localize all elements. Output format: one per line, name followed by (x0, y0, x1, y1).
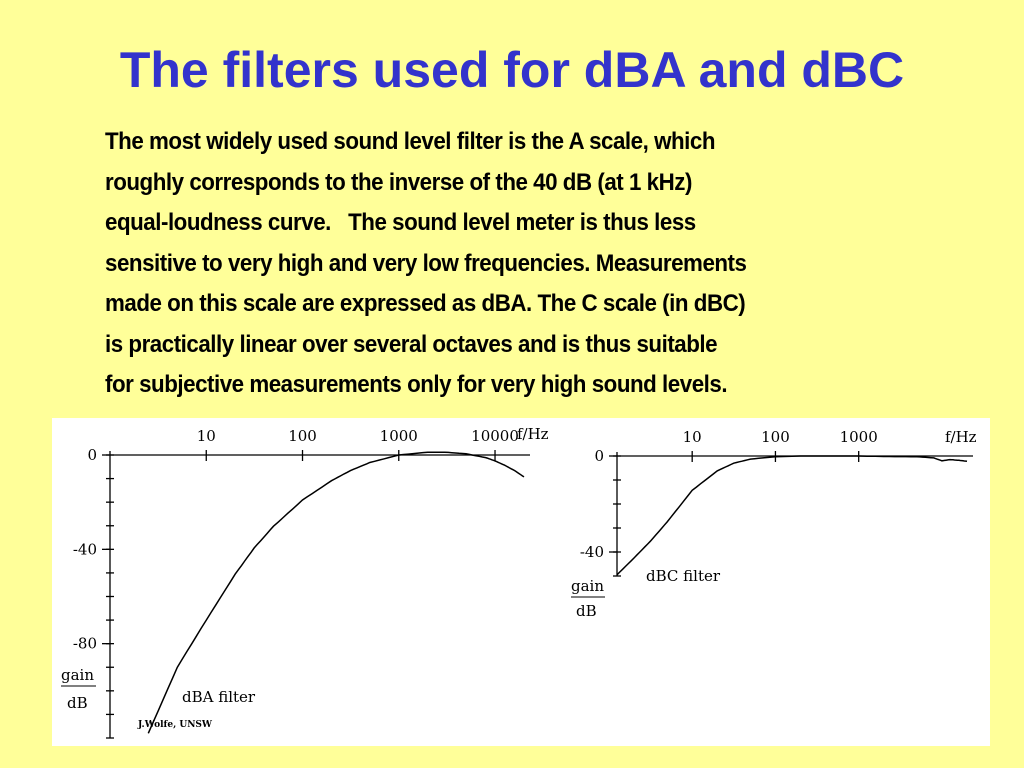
dbc-x-axis-label: f/Hz (945, 428, 977, 446)
dba-x-axis-label: f/Hz (517, 425, 549, 443)
dba-chart (61, 425, 549, 738)
body-line: for subjective measurements only for very high sound levels. (105, 371, 728, 398)
dbc-y-tick-label: -40 (579, 543, 604, 561)
dbc-y-axis-label-bottom: dB (576, 602, 597, 620)
dbc-chart (571, 428, 977, 620)
body-line: The most widely used sound level filter is the A scale, which (105, 128, 715, 155)
dba-y-axis-label-bottom: dB (67, 694, 88, 712)
dbc-x-tick-label: 10 (682, 428, 702, 446)
filter-charts-svg (52, 418, 990, 746)
dba-x-tick-labels (197, 427, 519, 445)
dba-y-tick-labels (73, 446, 97, 653)
filter-figure (52, 418, 990, 746)
dba-y-tick-label: -40 (72, 540, 97, 559)
dbc-y-ticks (609, 456, 621, 576)
body-line: made on this scale are expressed as dBA. The C scale (in dBC) (105, 290, 746, 317)
body-paragraph (105, 122, 905, 406)
dba-credit: J.Wolfe, UNSW (138, 720, 213, 730)
dba-x-tick-label: 100 (288, 427, 317, 445)
dbc-series-line (617, 456, 967, 575)
dbc-chart-title: dBC filter (646, 567, 721, 585)
body-line: roughly corresponds to the inverse of the 40 dB (at 1 kHz) (105, 168, 692, 196)
dba-chart-title: dBA filter (182, 688, 256, 706)
dba-y-tick-label: 0 (87, 446, 97, 464)
dba-x-tick-label: 10000 (471, 427, 519, 445)
dbc-x-tick-label: 100 (761, 428, 790, 446)
dbc-y-tick-labels (580, 447, 604, 561)
body-line: sensitive to very high and very low frequencies. Measurements (105, 249, 747, 277)
dbc-y-axis-label-top: gain (571, 577, 605, 595)
slide-title: The filters used for dBA and dBC (119, 42, 905, 98)
dbc-x-tick-labels (683, 428, 878, 446)
dba-y-axis-label-top: gain (61, 666, 95, 684)
body-line: equal-loudness curve. The sound level meter is thus less (105, 209, 696, 236)
dba-y-ticks (102, 455, 114, 738)
dba-x-tick-label: 1000 (379, 427, 418, 445)
dba-x-tick-label: 10 (196, 427, 216, 445)
dbc-x-tick-label: 1000 (839, 428, 878, 446)
dbc-y-tick-label: 0 (594, 447, 604, 465)
body-line: is practically linear over several octaves and is thus suitable (105, 330, 718, 358)
dba-y-tick-label: -80 (72, 634, 97, 653)
